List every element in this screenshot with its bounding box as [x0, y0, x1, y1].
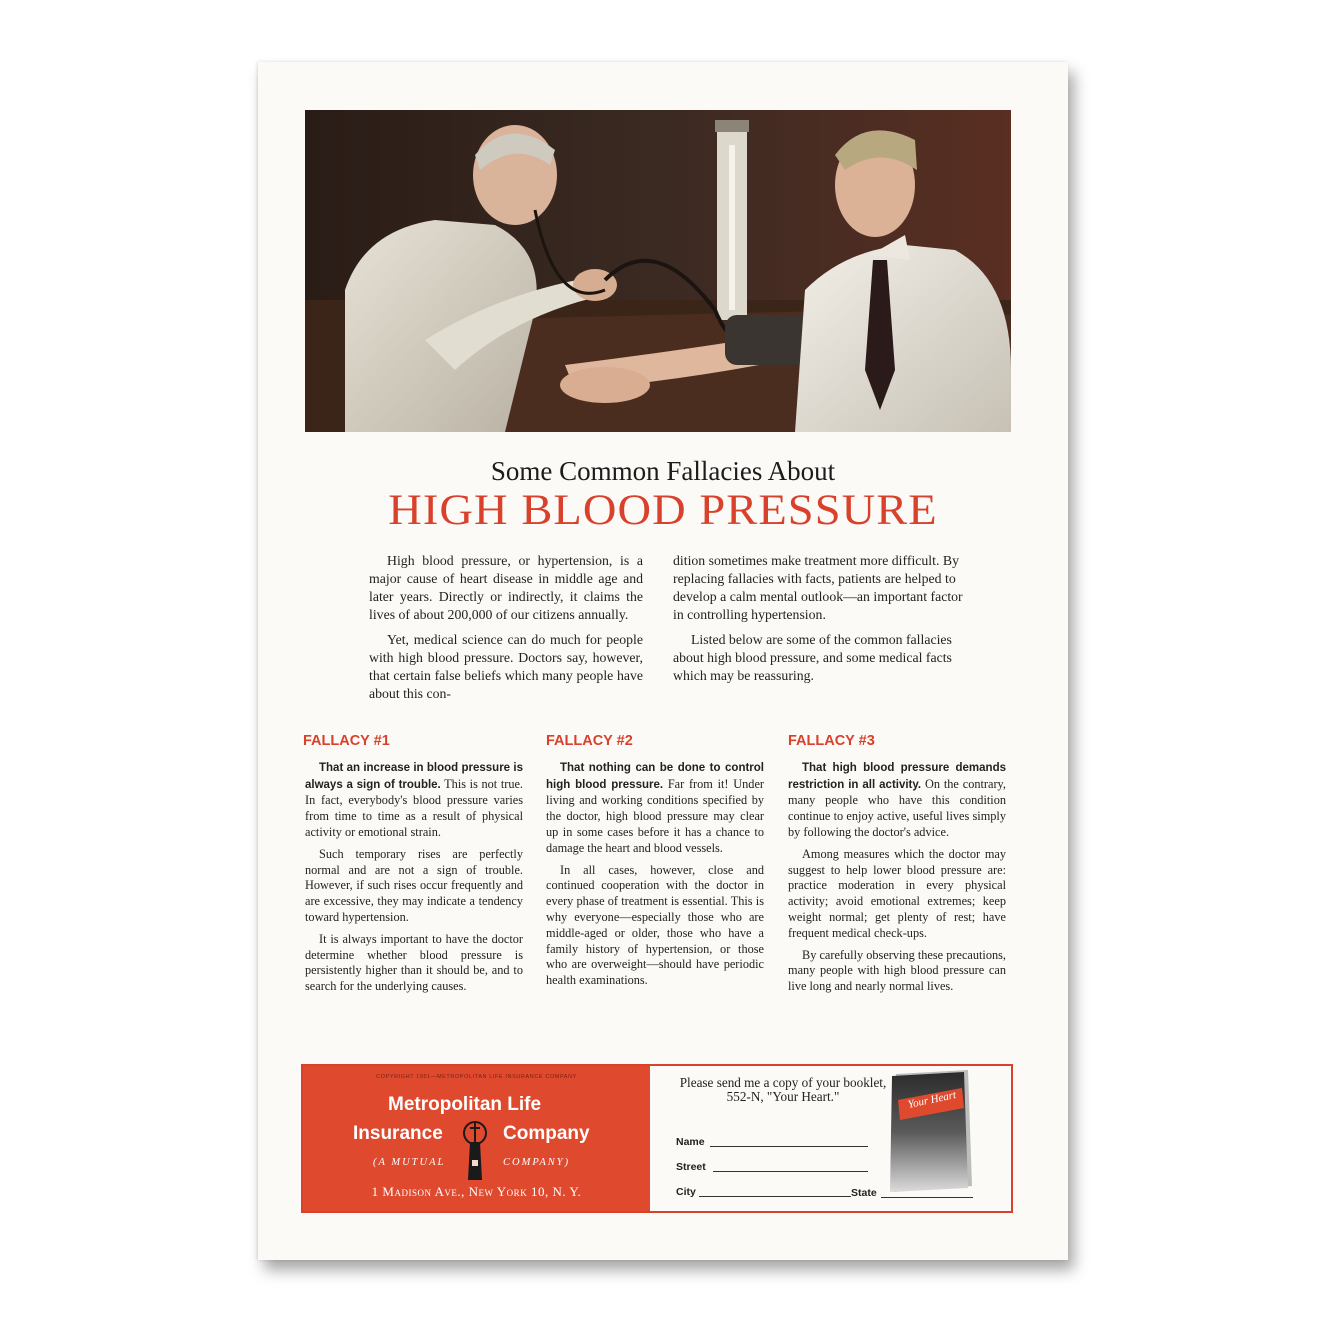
fallacy-paragraph: By carefully observing these precautions, many people with high blood pressure can live long and nearly normal lives. [788, 947, 1006, 994]
fallacy-rebuttal: This is not true. In fact, everybody's blood pressure varies from time to time as a result of physical activity or emotional strain. [305, 776, 524, 839]
headline-title: HIGH BLOOD PRESSURE [388, 487, 938, 534]
name-field[interactable] [710, 1146, 868, 1147]
fallacy-paragraph: Such temporary rises are perfectly normal and are not a sign of trouble. However, if such rises occur frequently and are excessive, they may indicate a tendency toward hypertension. [305, 846, 523, 924]
fallacy-3-column [788, 734, 1006, 1001]
company-name-line2a: Insurance [353, 1123, 443, 1144]
state-label: State [851, 1187, 877, 1199]
fallacy-rebuttal: Far from it! Under living and working conditions specified by the doctor, high blood pressure may clear up in some cases before it has a chance to damage the heart and blood vessels. [546, 776, 764, 855]
city-label: City [676, 1186, 696, 1198]
fallacy-heading: FALLACY #2 [546, 733, 633, 749]
fallacy-statement: That an increase in blood pressure is always a sign of trouble. [305, 761, 523, 791]
fallacy-2-column [546, 734, 764, 995]
advertisement-page [258, 62, 1068, 1260]
fallacy-1-column [303, 734, 523, 1001]
copyright-notice: COPYRIGHT 1951—METROPOLITAN LIFE INSURANCE COMPANY [376, 1074, 577, 1080]
booklet-request-text: Please send me a copy of your booklet, 552-N, "Your Heart." [679, 1075, 887, 1104]
fallacy-heading: FALLACY #3 [788, 733, 875, 749]
intro-left-column [369, 552, 643, 710]
street-field[interactable] [713, 1171, 868, 1172]
doctor-patient-photo [305, 110, 1011, 432]
fallacy-paragraph: Among measures which the doctor may suggest to help lower blood pressure are: practice moderation in every physical activity; avoid emotional extremes; keep weight normal; get plenty of rest; have frequent medical check-ups. [788, 846, 1006, 940]
city-field[interactable] [699, 1196, 851, 1197]
state-field[interactable] [881, 1197, 973, 1198]
fallacy-rebuttal: On the contrary, many people who have this condition continue to enjoy active, useful lives simply by following the doctor's advice. [788, 776, 1006, 839]
intro-paragraph: Yet, medical science can do much for people with high blood pressure. Doctors say, however, that certain false beliefs which many people have about this con- [369, 632, 643, 701]
company-address: 1 Madison Ave., New York 10, N. Y. [371, 1184, 582, 1199]
company-name-line2b: Company [503, 1123, 590, 1144]
fallacy-lead [305, 760, 523, 841]
fallacy-paragraph: It is always important to have the doctor determine whether blood pressure is persistently higher than it should be, and to search for the underlying causes. [305, 931, 523, 994]
intro-right-column [673, 552, 963, 692]
booklet-coupon [301, 1064, 1013, 1213]
fallacy-statement: That high blood pressure demands restriction in all activity. [788, 761, 1006, 791]
intro-paragraph: Listed below are some of the common fallacies about high blood pressure, and some medical facts which may be reassuring. [673, 632, 952, 683]
intro-paragraph: dition sometimes make treatment more difficult. By replacing fallacies with facts, patients are helped to develop a calm mental outlook—an important factor in controlling hypertension. [673, 553, 963, 622]
street-label: Street [676, 1161, 706, 1173]
mutual-label-left: (A MUTUAL [373, 1157, 446, 1168]
fallacy-heading: FALLACY #1 [303, 733, 390, 749]
headline-subtitle: Some Common Fallacies About [490, 456, 836, 486]
company-name-line1: Metropolitan Life [388, 1094, 542, 1115]
booklet-title: Your Heart [906, 1089, 958, 1111]
mutual-label-right: COMPANY) [503, 1157, 571, 1168]
company-panel [303, 1066, 650, 1211]
tower-logo-icon [460, 1120, 490, 1182]
fallacy-statement: That nothing can be done to control high blood pressure. [546, 761, 764, 791]
intro-paragraph: High blood pressure, or hypertension, is a major cause of heart disease in middle age and later years. Directly or indirectly, it claims the lives of about 200,000 of our citizens annually. [369, 553, 643, 622]
fallacy-paragraph: In all cases, however, close and continued cooperation with the doctor in every phase of treatment is essential. This is why everyone—especially those who are middle-aged or older, those who have a family history of hypertension, or those who are overweight—should have periodic health examinations. [546, 862, 764, 988]
fallacy-lead [788, 760, 1006, 841]
name-label: Name [676, 1136, 705, 1148]
fallacy-lead [546, 760, 764, 857]
